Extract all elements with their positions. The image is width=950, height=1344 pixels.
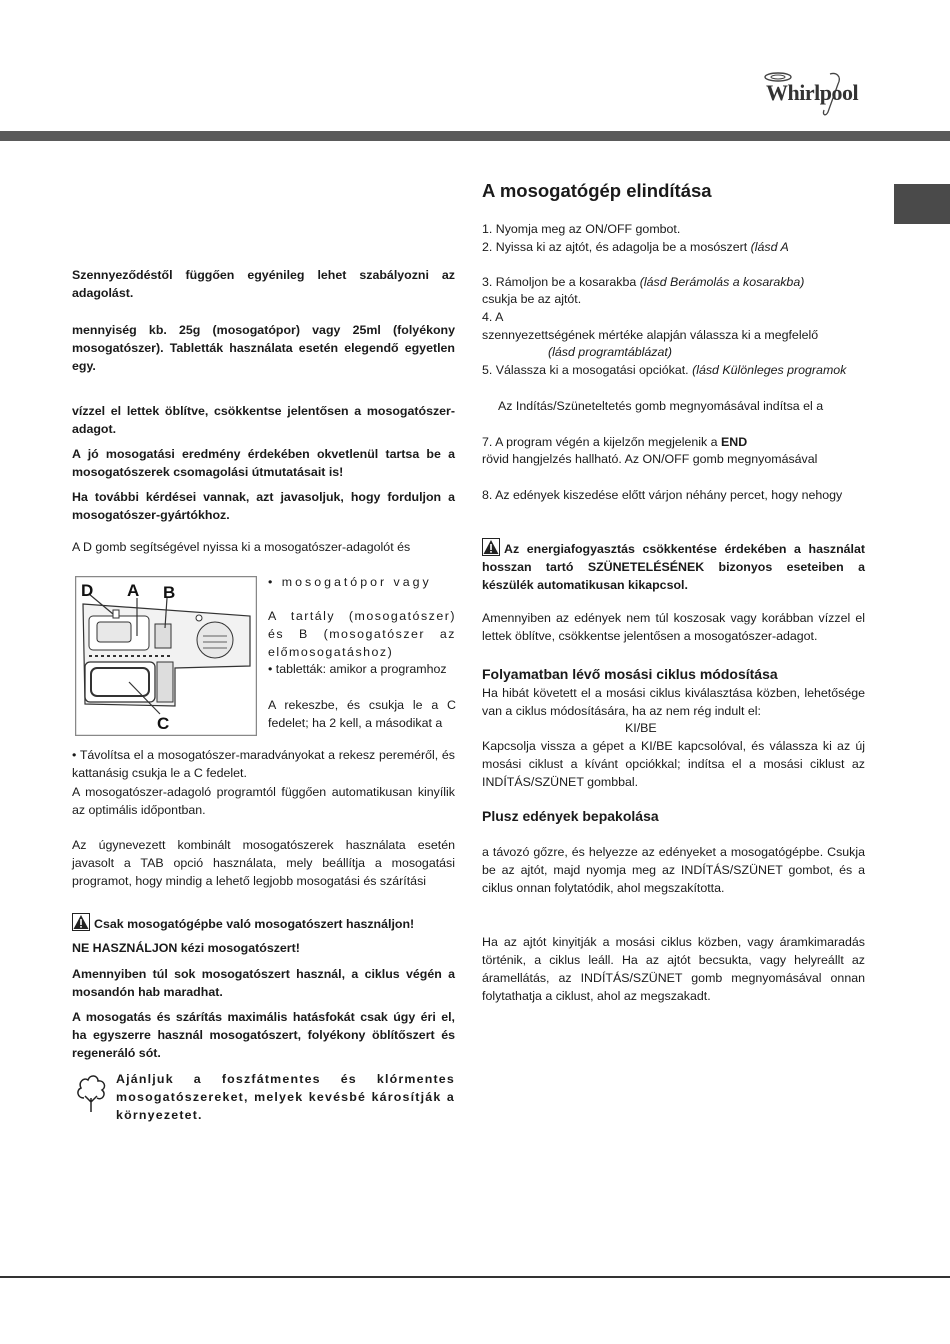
step-6: Az Indítás/Szüneteltetés gomb megnyomásával indítsa el a [498, 399, 824, 413]
label-d: D [81, 581, 94, 600]
modify-title: Folyamatban lévő mosási ciklus módosítása [482, 666, 778, 682]
warn-2: NE HASZNÁLJON kézi mosogatószert! [72, 941, 300, 955]
label-c: C [157, 714, 170, 733]
side-text-1: • mosogatópor vagy [268, 575, 432, 589]
logo-text: Whirlpool [766, 80, 859, 105]
modify-kibe: KI/BE [625, 721, 657, 735]
warn-1: Csak mosogatógépbe való mosogatószert használjon! [72, 913, 455, 933]
side-text-4: A rekeszbe, és csukja le a C fedelet; ha 2 kell, a másodikat a [268, 698, 456, 730]
left-p5: Ha további kérdései vannak, azt javasoljuk, hogy forduljon a mosogatószer-gyártókhoz. [72, 490, 455, 522]
step-2: 2. Nyissa ki az ajtót, és adagolja be a mosószert (lásd A [482, 240, 789, 254]
modify-text-2: Kapcsolja vissza a gépet a KI/BE kapcsolóval, és válassza ki az új mosási ciklust a kívánt opciókkal; indítsa el a mosási ciklust az INDÍTÁS/SZÜNET gombbal. [482, 739, 865, 789]
label-a: A [127, 581, 140, 600]
step-4b: szennyezettségének mértéke alapján válassza ki a megfelelő [482, 328, 819, 342]
left-p7: • Távolítsa el a mosogatószer-maradványokat a rekesz pereméről, és kattanásig csukja le a C fedelet. [72, 748, 455, 780]
left-p4: A jó mosogatási eredmény érdekében okvetlenül tartsa be a mosogatószerek csomagolási útmutatásait is! [72, 447, 455, 479]
step-1: 1. Nyomja meg az ON/OFF gombot. [482, 222, 681, 236]
warn-3: Amennyiben túl sok mosogatószert használ, a ciklus végén a mosandón hab maradhat. [72, 967, 455, 999]
energy-warning: Az energiafogyasztás csökkentése érdekében a használat hosszan tartó SZÜNETELÉSÉNEK bizonyos eseteiben a készülék automatikusan kikapcsol. [482, 538, 865, 594]
plus-text: a távozó gőzre, és helyezze az edényeket a mosogatógépbe. Csukja be az ajtót, majd nyomja meg az INDÍTÁS/SZÜNET gombot, és a ciklus onnan folytatódik, ahol megszakította. [482, 845, 865, 895]
step-5: 5. Válassza ki a mosogatási opciókat. (lásd Különleges programok [482, 363, 847, 377]
step-4: 4. A [482, 310, 504, 324]
section-title: A mosogatógép elindítása [482, 180, 712, 201]
side-text-3: • tabletták: amikor a programhoz [268, 662, 447, 676]
step-4c: (lásd programtáblázat) [548, 345, 672, 359]
step-7: 7. A program végén a kijelzőn megjelenik a END [482, 435, 748, 449]
interrupt-text: Ha az ajtót kinyitják a mosási ciklus közben, vagy áramkimaradás történik, a ciklus leáll. Ha az ajtót becsukta, vagy helyreállt az áramellátás, az INDÍTÁS/SZÜNET gomb megnyomásával onnan folytathatja a ciklust, ahol az megszakadt. [482, 935, 865, 1003]
side-text-2: A tartály (mosogatószer) és B (mosogatószer az előmosogatáshoz) [268, 609, 456, 659]
dispenser-diagram [75, 576, 257, 736]
left-p2: mennyiség kb. 25g (mosogatópor) vagy 25ml (folyékony mosogatószer). Tabletták használata esetén elegendő egyetlen egy. [72, 323, 455, 373]
warn-4: A mosogatás és szárítás maximális hatásfokát csak úgy éri el, ha egyszerre használ mosogatószert, folyékony öblítőszert és regeneráló sót. [72, 1010, 455, 1060]
header-bar [0, 131, 950, 141]
left-p3: vízzel el lettek öblítve, csökkentse jelentősen a mosogatószer-adagot. [72, 404, 455, 436]
left-p1: Szennyeződéstől függően egyénileg lehet szabályozni az adagolást. [72, 268, 455, 300]
step-8: 8. Az edények kiszedése előtt várjon néhány percet, hogy nehogy [482, 488, 843, 502]
step-3: 3. Rámoljon be a kosarakba (lásd Berámolás a kosarakba) [482, 275, 805, 289]
plus-title: Plusz edények bepakolása [482, 808, 659, 824]
left-p9: Az úgynevezett kombinált mosogatószerek használata esetén javasolt a TAB opció használata, mely beállítja a mosogatási programot, hogy mindig a lehető legjobb mosogatási és szárítási [72, 838, 455, 888]
rinse-note: Amennyiben az edények nem túl koszosak vagy korábban vízzel el lettek öblítve, csökkentse jelentősen a mosogatószer-adagot. [482, 611, 865, 643]
warning-icon [482, 538, 500, 556]
step-3b: csukja be az ajtót. [482, 292, 582, 306]
left-p8: A mosogatószer-adagoló programtól függően automatikusan kinyílik az optimális időpontban. [72, 785, 455, 817]
tree-icon [74, 1072, 108, 1114]
side-tab [894, 184, 950, 224]
footer-line [0, 1276, 950, 1278]
left-p6: A D gomb segítségével nyissa ki a mosogatószer-adagolót és [72, 540, 411, 554]
eco-note: Ajánljuk a foszfátmentes és klórmentes mosogatószereket, melyek kevésbé károsítják a környezetet. [116, 1072, 455, 1122]
modify-text-1: Ha hibát követett el a mosási ciklus kiválasztása közben, lehetősége van a ciklus módosítására, ha az nem rég indult el: [482, 686, 865, 718]
whirlpool-logo [762, 70, 870, 118]
step-7b: rövid hangjelzés hallható. Az ON/OFF gomb megnyomásával [482, 452, 818, 466]
warning-icon [72, 913, 90, 931]
label-b: B [163, 583, 176, 602]
